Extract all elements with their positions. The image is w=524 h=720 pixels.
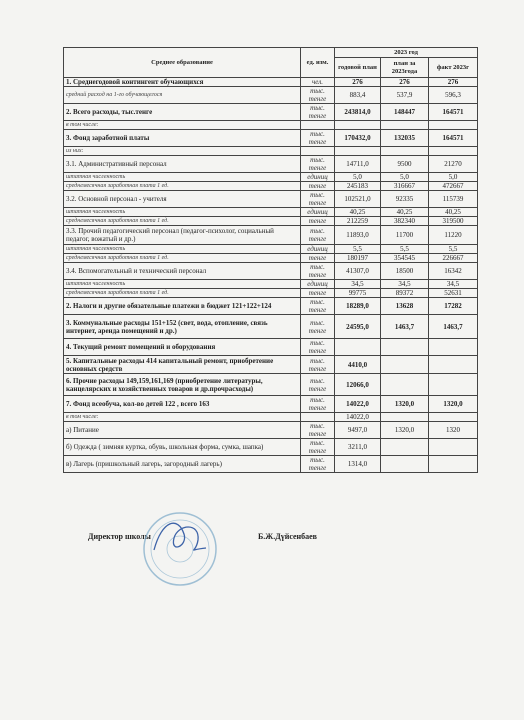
row-fact-2023: 11220 [429, 226, 478, 245]
row-annual-plan [335, 121, 381, 130]
director-label: Директор школы [88, 532, 151, 541]
row-plan-2023: 132035 [381, 130, 429, 147]
row-plan-2023: 13628 [381, 298, 429, 315]
row-name: 2. Всего расходы, тыс.тенге [64, 104, 301, 121]
row-plan-2023: 34,5 [381, 280, 429, 289]
row-fact-2023 [429, 413, 478, 422]
header-title: Среднее образование [64, 48, 301, 78]
row-annual-plan: 99775 [335, 289, 381, 298]
row-name: 2. Налоги и другие обязательные платежи в бюджет 121+122+124 [64, 298, 301, 315]
row-annual-plan: 5,5 [335, 245, 381, 254]
row-annual-plan: 276 [335, 78, 381, 87]
row-plan-2023: 354545 [381, 254, 429, 263]
table-row [64, 182, 478, 191]
row-annual-plan: 12066,0 [335, 374, 381, 396]
table-row [64, 130, 478, 147]
table-row [64, 298, 478, 315]
header-unit: ед. изм. [301, 48, 335, 78]
row-annual-plan: 24595,0 [335, 315, 381, 339]
row-annual-plan: 11893,0 [335, 226, 381, 245]
row-fact-2023: 115739 [429, 191, 478, 208]
row-fact-2023: 40,25 [429, 208, 478, 217]
row-name: 5. Капитальные расходы 414 капитальный ремонт, приобретение основных средств [64, 356, 301, 374]
row-name: в том числе: [64, 121, 301, 130]
row-plan-2023: 18500 [381, 263, 429, 280]
table-row [64, 254, 478, 263]
table-row [64, 439, 478, 456]
table-row [64, 226, 478, 245]
row-fact-2023 [429, 339, 478, 356]
row-plan-2023: 92335 [381, 191, 429, 208]
header-year: 2023 год [335, 48, 478, 58]
row-name: 1. Среднегодовой контингент обучающихся [64, 78, 301, 87]
row-fact-2023: 596,3 [429, 87, 478, 104]
official-stamp-icon [140, 510, 220, 588]
row-name: среднемесячная заработная плата 1 ед. [64, 217, 301, 226]
table-row [64, 104, 478, 121]
row-unit: тенге [301, 289, 335, 298]
row-unit: тыс. тенге [301, 298, 335, 315]
director-name: Б.Ж.Дүйсенбаев [258, 532, 317, 541]
row-unit: тенге [301, 254, 335, 263]
row-name: в том числе: [64, 413, 301, 422]
row-name: 3.3. Прочий педагогический персонал (педагог-психолог, социальный педагог, вожатый и др.) [64, 226, 301, 245]
row-fact-2023: 52631 [429, 289, 478, 298]
row-unit: тыс. тенге [301, 104, 335, 121]
table-row [64, 217, 478, 226]
row-unit [301, 147, 335, 156]
header-col1: годовой план [335, 58, 381, 78]
row-plan-2023: 89372 [381, 289, 429, 298]
row-unit: тыс. тенге [301, 226, 335, 245]
row-name: штатная численность [64, 208, 301, 217]
row-unit: тыс. тенге [301, 339, 335, 356]
row-fact-2023: 164571 [429, 130, 478, 147]
row-plan-2023 [381, 356, 429, 374]
row-fact-2023: 1320 [429, 422, 478, 439]
table-row [64, 87, 478, 104]
row-plan-2023: 5,0 [381, 173, 429, 182]
row-plan-2023 [381, 339, 429, 356]
row-name: а) Питание [64, 422, 301, 439]
row-plan-2023: 1320,0 [381, 396, 429, 413]
row-plan-2023: 9500 [381, 156, 429, 173]
table-row [64, 263, 478, 280]
row-fact-2023 [429, 439, 478, 456]
row-unit: тенге [301, 217, 335, 226]
row-fact-2023: 226667 [429, 254, 478, 263]
row-annual-plan: 245183 [335, 182, 381, 191]
table-row [64, 396, 478, 413]
row-name: средний расход на 1-го обучающегося [64, 87, 301, 104]
row-name: 3. Фонд заработной платы [64, 130, 301, 147]
header-col3: факт 2023г [429, 58, 478, 78]
row-name: штатная численность [64, 280, 301, 289]
row-unit: тыс. тенге [301, 130, 335, 147]
row-unit: тыс. тенге [301, 374, 335, 396]
row-fact-2023: 17282 [429, 298, 478, 315]
row-name: 3. Коммунальные расходы 151+152 (свет, вода, отопление, связь интернет, аренда помещений и др.) [64, 315, 301, 339]
row-annual-plan: 243814,0 [335, 104, 381, 121]
row-unit: единиц [301, 208, 335, 217]
row-name: из них: [64, 147, 301, 156]
row-plan-2023: 316667 [381, 182, 429, 191]
table-row [64, 147, 478, 156]
row-plan-2023: 5,5 [381, 245, 429, 254]
table-row [64, 413, 478, 422]
row-name: в) Лагерь (пришкольный лагерь, загородный лагерь) [64, 456, 301, 473]
row-unit: тыс. тенге [301, 439, 335, 456]
row-annual-plan: 180197 [335, 254, 381, 263]
table-row [64, 208, 478, 217]
row-unit [301, 413, 335, 422]
row-plan-2023: 276 [381, 78, 429, 87]
row-plan-2023: 11700 [381, 226, 429, 245]
row-name: штатная численность [64, 245, 301, 254]
row-name: 6. Прочие расходы 149,159,161,169 (приобретение литературы, канцелярских и хозяйственных товаров и др.прочрасходы) [64, 374, 301, 396]
row-unit: тыс. тенге [301, 356, 335, 374]
row-annual-plan: 14022,0 [335, 413, 381, 422]
row-annual-plan: 4410,0 [335, 356, 381, 374]
row-annual-plan: 34,5 [335, 280, 381, 289]
row-fact-2023: 1320,0 [429, 396, 478, 413]
row-annual-plan: 170432,0 [335, 130, 381, 147]
row-plan-2023 [381, 121, 429, 130]
row-annual-plan: 102521,0 [335, 191, 381, 208]
row-name: среднемесячная заработная плата 1 ед. [64, 182, 301, 191]
table-row [64, 315, 478, 339]
row-unit: тыс. тенге [301, 87, 335, 104]
table-row [64, 173, 478, 182]
row-name: б) Одежда ( зимняя куртка, обувь, школьная форма, сумка, шапка) [64, 439, 301, 456]
table-row [64, 156, 478, 173]
row-fact-2023: 21270 [429, 156, 478, 173]
row-fact-2023: 5,5 [429, 245, 478, 254]
row-unit: тыс. тенге [301, 396, 335, 413]
row-plan-2023: 537,9 [381, 87, 429, 104]
row-annual-plan [335, 339, 381, 356]
row-unit: единиц [301, 280, 335, 289]
row-fact-2023: 5,0 [429, 173, 478, 182]
table-row [64, 456, 478, 473]
row-fact-2023: 16342 [429, 263, 478, 280]
row-plan-2023 [381, 439, 429, 456]
row-annual-plan: 40,25 [335, 208, 381, 217]
table-row [64, 289, 478, 298]
row-name: среднемесячная заработная плата 1 ед. [64, 289, 301, 298]
row-name: 3.1. Административный персонал [64, 156, 301, 173]
row-unit: единиц [301, 173, 335, 182]
table-row [64, 280, 478, 289]
row-fact-2023 [429, 374, 478, 396]
signature-block [0, 510, 524, 580]
row-annual-plan: 5,0 [335, 173, 381, 182]
row-unit: тыс. тенге [301, 263, 335, 280]
row-annual-plan: 18289,0 [335, 298, 381, 315]
signature-icon [154, 523, 206, 550]
row-unit: тыс. тенге [301, 315, 335, 339]
header-col2: план за 2023года [381, 58, 429, 78]
table-body [64, 78, 478, 473]
table-row [64, 121, 478, 130]
table-row [64, 422, 478, 439]
row-fact-2023 [429, 121, 478, 130]
row-plan-2023: 1463,7 [381, 315, 429, 339]
row-annual-plan: 3211,0 [335, 439, 381, 456]
row-annual-plan: 14711,0 [335, 156, 381, 173]
table-row [64, 245, 478, 254]
row-plan-2023 [381, 456, 429, 473]
row-fact-2023 [429, 456, 478, 473]
row-plan-2023 [381, 147, 429, 156]
row-annual-plan: 1314,0 [335, 456, 381, 473]
table-row [64, 339, 478, 356]
row-plan-2023: 1320,0 [381, 422, 429, 439]
table-row [64, 191, 478, 208]
table-row [64, 78, 478, 87]
row-plan-2023: 148447 [381, 104, 429, 121]
row-name: 7. Фонд всеобуча, кол-во детей 122 , всего 163 [64, 396, 301, 413]
row-fact-2023: 1463,7 [429, 315, 478, 339]
row-unit [301, 121, 335, 130]
row-annual-plan: 41307,0 [335, 263, 381, 280]
row-fact-2023: 34,5 [429, 280, 478, 289]
row-annual-plan: 883,4 [335, 87, 381, 104]
row-annual-plan: 9497,0 [335, 422, 381, 439]
budget-table [63, 47, 478, 473]
row-fact-2023: 164571 [429, 104, 478, 121]
row-name: 3.4. Вспомогательный и технический персонал [64, 263, 301, 280]
row-plan-2023 [381, 374, 429, 396]
row-unit: тыс. тенге [301, 456, 335, 473]
row-name: штатная численность [64, 173, 301, 182]
row-plan-2023: 382340 [381, 217, 429, 226]
row-name: 3.2. Основной персонал - учителя [64, 191, 301, 208]
row-unit: тенге [301, 182, 335, 191]
row-plan-2023: 40,25 [381, 208, 429, 217]
row-name: 4. Текущий ремонт помещений и оборудования [64, 339, 301, 356]
row-unit: тыс. тенге [301, 191, 335, 208]
row-unit: тыс. тенге [301, 422, 335, 439]
row-annual-plan: 212259 [335, 217, 381, 226]
row-fact-2023: 276 [429, 78, 478, 87]
table-row [64, 356, 478, 374]
row-name: среднемесячная заработная плата 1 ед. [64, 254, 301, 263]
row-fact-2023 [429, 356, 478, 374]
row-annual-plan: 14022,0 [335, 396, 381, 413]
row-annual-plan [335, 147, 381, 156]
row-fact-2023: 319500 [429, 217, 478, 226]
row-unit: единиц [301, 245, 335, 254]
row-fact-2023: 472667 [429, 182, 478, 191]
row-unit: чел. [301, 78, 335, 87]
row-plan-2023 [381, 413, 429, 422]
row-unit: тыс. тенге [301, 156, 335, 173]
row-fact-2023 [429, 147, 478, 156]
table-row [64, 374, 478, 396]
